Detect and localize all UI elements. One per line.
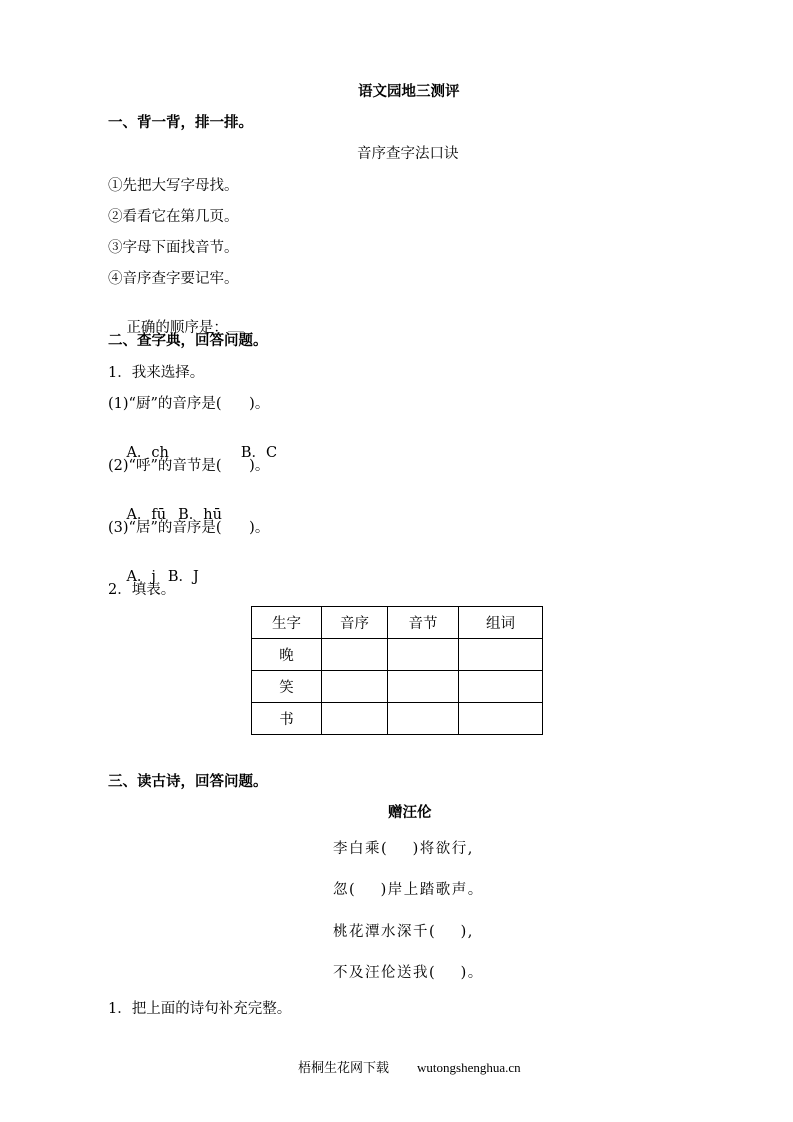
option-a: A．fū bbox=[126, 507, 167, 523]
poem-title: 赠汪伦 bbox=[388, 805, 432, 821]
choice-question-3: (3)“居”的音序是( )。 bbox=[108, 520, 270, 536]
poem-line-2: 忽( )岸上踏歌声。 bbox=[333, 882, 484, 898]
option-b: B．C bbox=[240, 445, 278, 461]
choice-question-1: (1)“厨”的音序是( )。 bbox=[108, 396, 270, 412]
footer-site-name: 梧桐生花网下载 bbox=[298, 1060, 390, 1075]
section2-heading: 二、查字典，回答问题。 bbox=[108, 333, 268, 349]
rhyme-item-3: ③字母下面找音节。 bbox=[108, 240, 239, 256]
option-b: B．J bbox=[167, 569, 199, 585]
answer-blank[interactable] bbox=[228, 319, 244, 332]
section3-heading: 三、读古诗，回答问题。 bbox=[108, 774, 268, 790]
table-row bbox=[252, 639, 543, 671]
section3-question-1: 1．把上面的诗句补充完整。 bbox=[108, 1001, 292, 1017]
table-cell-input[interactable] bbox=[459, 703, 543, 735]
rhyme-item-1: ①先把大写字母找。 bbox=[108, 178, 239, 194]
option-a: A．j bbox=[126, 569, 156, 585]
table-cell-input[interactable] bbox=[388, 639, 459, 671]
footer-site-url[interactable]: wutongshenghua.cn bbox=[417, 1060, 521, 1075]
table-row bbox=[252, 703, 543, 735]
table-cell-input[interactable] bbox=[388, 671, 459, 703]
table-cell-input[interactable] bbox=[322, 671, 388, 703]
section1-subtitle: 音序查字法口诀 bbox=[357, 146, 459, 162]
rhyme-item-4: ④音序查字要记牢。 bbox=[108, 271, 239, 287]
poem-line-1: 李白乘( )将欲行, bbox=[333, 841, 474, 857]
table-header-row bbox=[252, 607, 543, 639]
table-cell-input[interactable] bbox=[322, 639, 388, 671]
table-header: 音序 bbox=[322, 607, 388, 639]
answer-prompt: 正确的顺序是： bbox=[126, 320, 228, 336]
poem-line-4: 不及汪伦送我( )。 bbox=[333, 965, 484, 981]
table-cell-character: 晚 bbox=[252, 639, 322, 671]
choice-question-2: (2)“呼”的音节是( )。 bbox=[108, 458, 270, 474]
table-cell-input[interactable] bbox=[459, 639, 543, 671]
section1-heading: 一、背一背，排一排。 bbox=[108, 115, 253, 131]
poem-line-3: 桃花潭水深千( ), bbox=[333, 924, 474, 940]
option-a: A．ch bbox=[126, 445, 169, 461]
table-cell-input[interactable] bbox=[322, 703, 388, 735]
question-1-label: 1．我来选择。 bbox=[108, 365, 205, 381]
question-2-label: 2．填表。 bbox=[108, 582, 176, 598]
page-footer bbox=[285, 1041, 521, 1092]
page-title: 语文园地三测评 bbox=[358, 84, 460, 100]
option-b: B．hū bbox=[178, 507, 222, 523]
table-cell-input[interactable] bbox=[388, 703, 459, 735]
table-cell-character: 书 bbox=[252, 703, 322, 735]
table-cell-input[interactable] bbox=[459, 671, 543, 703]
table-header: 生字 bbox=[252, 607, 322, 639]
table-header: 音节 bbox=[388, 607, 459, 639]
fill-in-table bbox=[251, 606, 543, 735]
rhyme-item-2: ②看看它在第几页。 bbox=[108, 209, 239, 225]
table-row bbox=[252, 671, 543, 703]
table-header: 组词 bbox=[459, 607, 543, 639]
table-cell-character: 笑 bbox=[252, 671, 322, 703]
